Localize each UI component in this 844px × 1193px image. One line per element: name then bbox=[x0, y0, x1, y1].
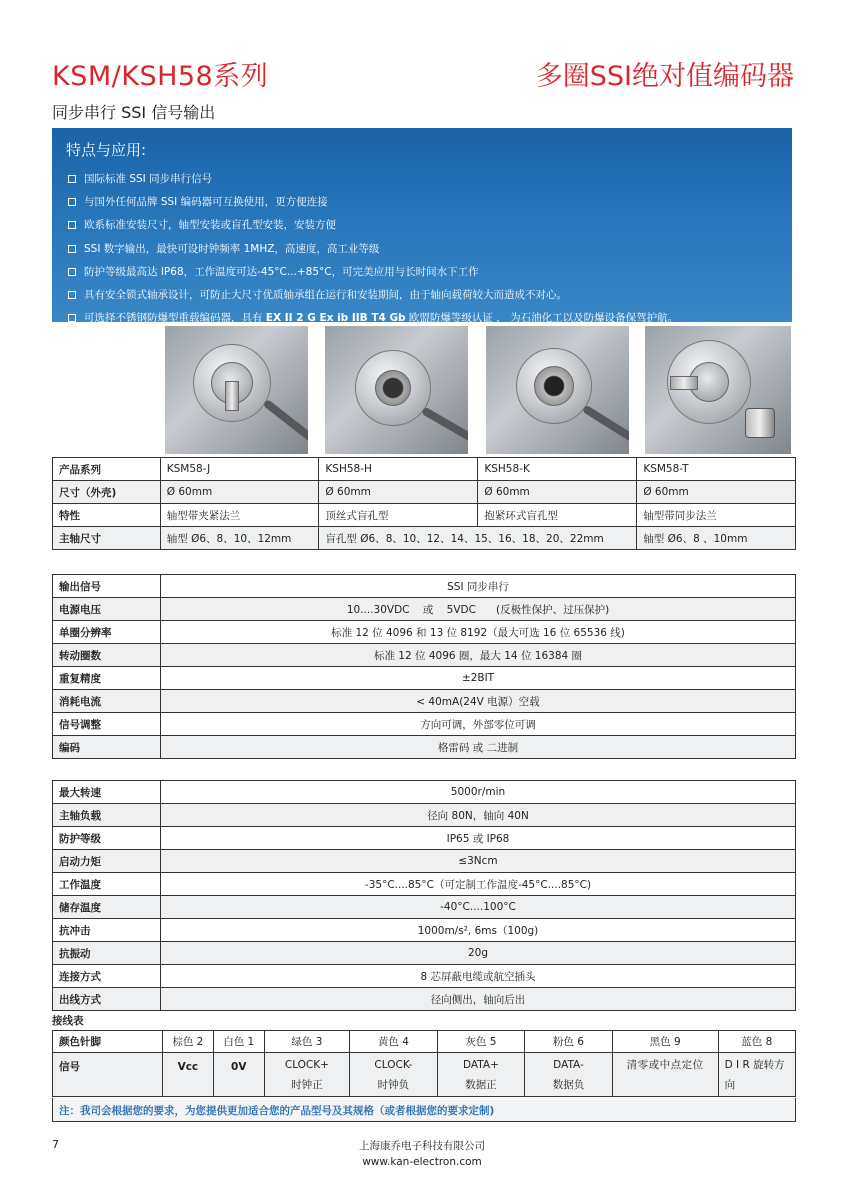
series-title: KSM/KSH58系列 bbox=[52, 61, 269, 92]
feature-item: 可选择不锈钢防爆型重载编码器，具有 EX II 2 G Ex ib IIB T4 Gb 欧盟防爆等级认证 ， 为石油化工以及防爆设备保驾护航。 bbox=[68, 311, 678, 334]
features-list bbox=[68, 172, 678, 334]
wiring-title: 接线表 bbox=[52, 1015, 84, 1027]
checkbox-icon bbox=[68, 291, 76, 299]
table-row: 最大转速 5000r/min bbox=[53, 781, 796, 804]
feature-item: 国际标准 SSI 同步串行信号 bbox=[68, 172, 678, 195]
table-row: 主轴尺寸 轴型 Ø6、8、10、12mm 盲孔型 Ø6、8、10、12、14、15、16、18、20、22mm 轴型 Ø6、8 、10mm bbox=[53, 527, 796, 550]
table-row: 连接方式 8 芯屏蔽电缆或航空插头 bbox=[53, 965, 796, 988]
encoder-photo-ksm58-t bbox=[645, 326, 791, 454]
custom-note: 注：我司会根据您的要求，为您提供更加适合您的产品型号及其规格（或者根据您的要求定制) bbox=[52, 1098, 796, 1122]
table-row: 转动圈数 标准 12 位 4096 圈，最大 14 位 16384 圈 bbox=[53, 644, 796, 667]
electrical-specs-table bbox=[52, 574, 796, 759]
wiring-table bbox=[52, 1030, 796, 1097]
table-row: 尺寸（外壳) Ø 60mm Ø 60mm Ø 60mm Ø 60mm bbox=[53, 481, 796, 504]
table-row: 启动力矩 ≤3Ncm bbox=[53, 850, 796, 873]
company-name: 上海康乔电子科技有限公司 bbox=[359, 1140, 485, 1152]
table-row: 信号 Vcc 0V CLOCK+ 时钟正 CLOCK- 时钟负 DATA+ 数据正 DATA- 数据负 清零或中点定位 D I R 旋转方 向 bbox=[53, 1053, 796, 1097]
product-title: 多圈SSI绝对值编码器 bbox=[535, 61, 794, 92]
product-photos bbox=[0, 326, 844, 454]
table-row: 储存温度 -40°C....100°C bbox=[53, 896, 796, 919]
feature-item: 具有安全锁式轴承设计，可防止大尺寸优质轴承组在运行和安装期间，由于轴向载荷较大而造成不对心。 bbox=[68, 288, 678, 311]
table-row: 特性 轴型带夹紧法兰 顶丝式盲孔型 抱紧环式盲孔型 轴型带同步法兰 bbox=[53, 504, 796, 527]
checkbox-icon bbox=[68, 221, 76, 229]
checkbox-icon bbox=[68, 198, 76, 206]
table-row: 信号调整 方向可调，外部零位可调 bbox=[53, 713, 796, 736]
encoder-photo-ksm58-j bbox=[165, 326, 308, 454]
feature-item: 防护等级最高达 IP68，工作温度可达-45°C...+85°C，可完美应用与长时间水下工作 bbox=[68, 265, 678, 288]
checkbox-icon bbox=[68, 314, 76, 322]
features-panel bbox=[52, 128, 792, 325]
feature-item: SSI 数字输出，最快可设时钟频率 1MHZ，高速度，高工业等级 bbox=[68, 242, 678, 265]
table-row: 消耗电流 < 40mA(24V 电源）空载 bbox=[53, 690, 796, 713]
table-row: 防护等级 IP65 或 IP68 bbox=[53, 827, 796, 850]
table-row: 单圈分辨率 标准 12 位 4096 和 13 位 8192（最大可选 16 位 65536 线) bbox=[53, 621, 796, 644]
table-row: 抗振动 20g bbox=[53, 942, 796, 965]
feature-item: 与国外任何品牌 SSI 编码器可互换使用，更方便连接 bbox=[68, 195, 678, 218]
checkbox-icon bbox=[68, 245, 76, 253]
table-row: 重复精度 ±2BIT bbox=[53, 667, 796, 690]
models-table bbox=[52, 457, 796, 550]
checkbox-icon bbox=[68, 175, 76, 183]
table-row: 出线方式 径向侧出，轴向后出 bbox=[53, 988, 796, 1011]
table-row: 主轴负载 径向 80N，轴向 40N bbox=[53, 804, 796, 827]
table-row: 编码 格雷码 或 二进制 bbox=[53, 736, 796, 759]
table-row: 电源电压 10....30VDC 或 5VDC (反极性保护、过压保护) bbox=[53, 598, 796, 621]
website-link[interactable]: www.kan-electron.com bbox=[362, 1156, 482, 1168]
features-heading: 特点与应用: bbox=[66, 141, 147, 159]
checkbox-icon bbox=[68, 268, 76, 276]
encoder-photo-ksh58-h bbox=[325, 326, 468, 454]
table-row: 产品系列 KSM58-J KSH58-H KSH58-K KSM58-T bbox=[53, 458, 796, 481]
table-row: 颜色针脚 棕色 2 白色 1 绿色 3 黄色 4 灰色 5 粉色 6 黑色 9 蓝色 8 bbox=[53, 1031, 796, 1053]
mechanical-specs-table bbox=[52, 780, 796, 1011]
subtitle: 同步串行 SSI 信号输出 bbox=[52, 103, 216, 122]
feature-item: 欧系标准安装尺寸，轴型安装或盲孔型安装，安装方便 bbox=[68, 218, 678, 241]
encoder-photo-ksh58-k bbox=[486, 326, 629, 454]
table-row: 抗冲击 1000m/s², 6ms（100g) bbox=[53, 919, 796, 942]
table-row: 工作温度 -35°C....85°C（可定制工作温度-45°C....85°C) bbox=[53, 873, 796, 896]
table-row: 输出信号 SSI 同步串行 bbox=[53, 575, 796, 598]
page-number: 7 bbox=[52, 1138, 59, 1151]
